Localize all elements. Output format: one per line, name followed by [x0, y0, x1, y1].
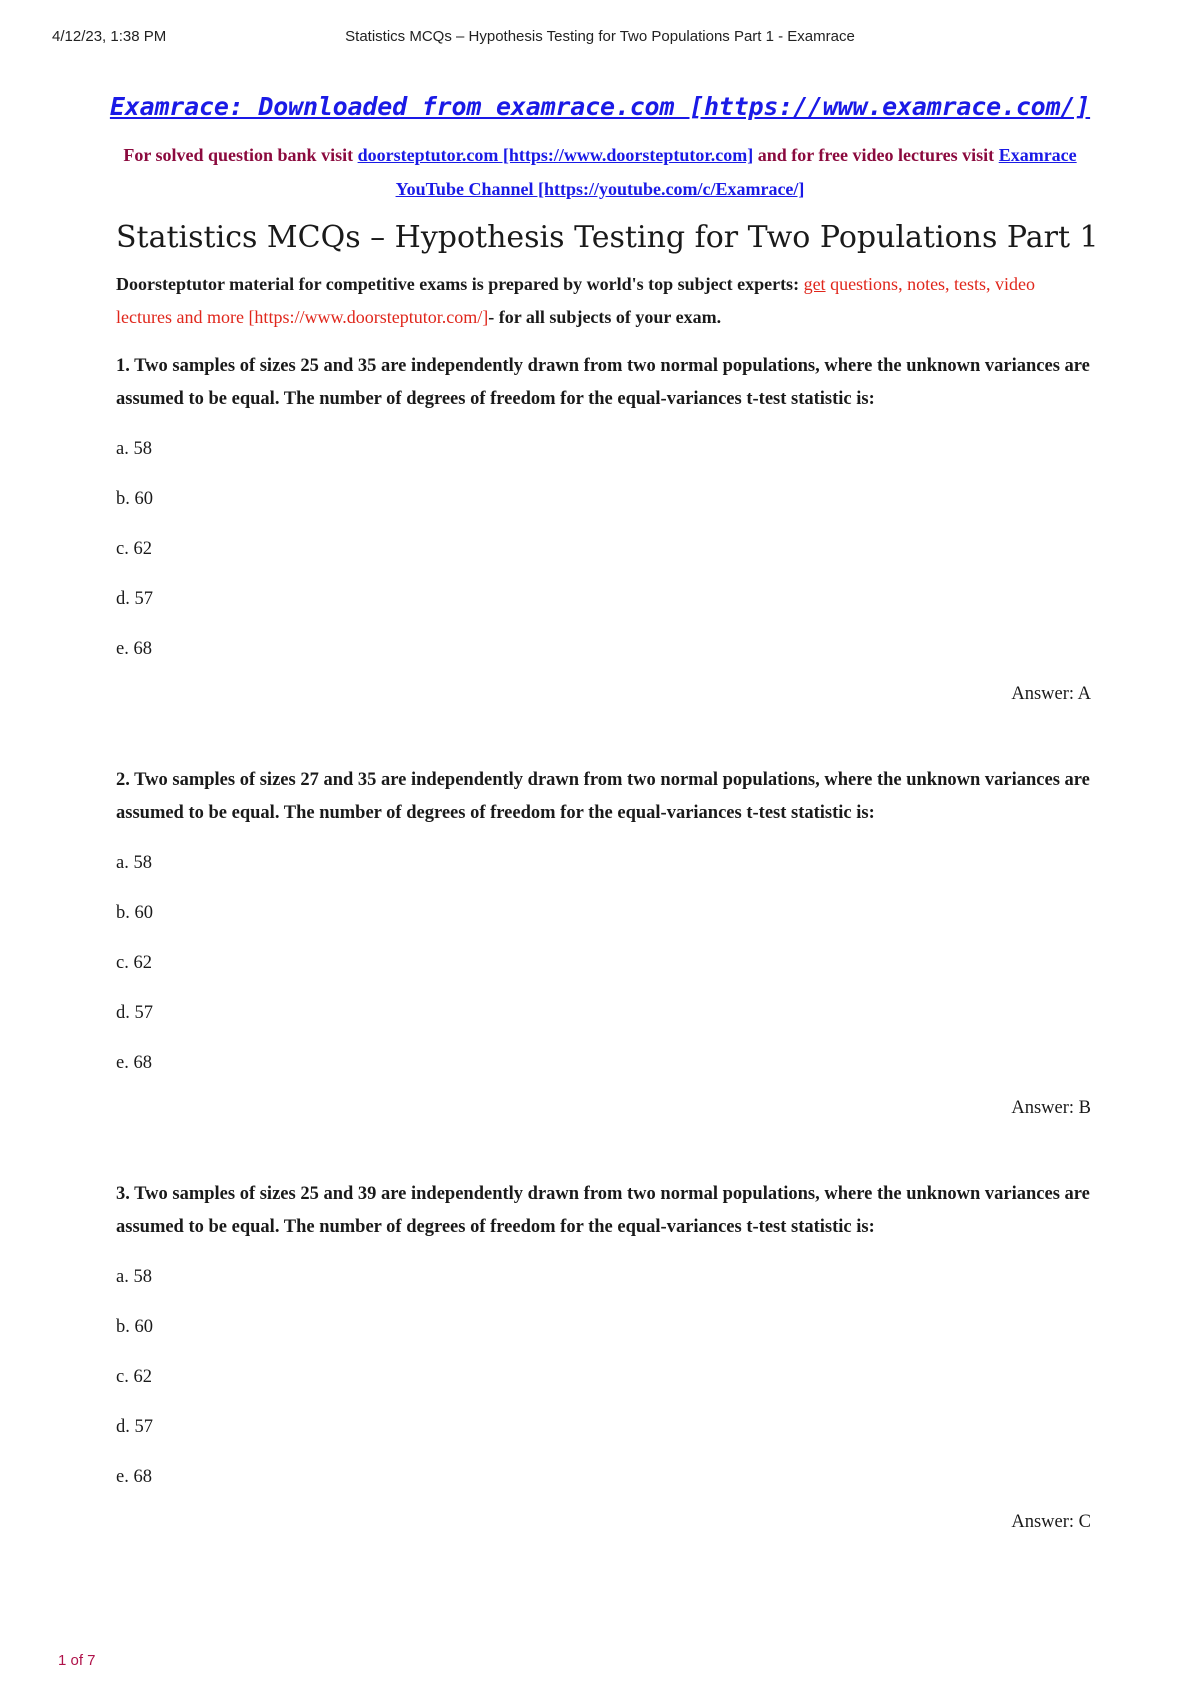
option-c: c. 62: [116, 1367, 152, 1387]
options-list: [116, 1252, 1091, 1502]
option-b: b. 60: [116, 489, 153, 509]
option-c: c. 62: [116, 539, 152, 559]
print-page-title: Statistics MCQs – Hypothesis Testing for Two Populations Part 1 - Examrace: [345, 28, 855, 45]
promo-part2: and for free video lectures visit: [753, 145, 999, 165]
question-text: 2. Two samples of sizes 27 and 35 are independently drawn from two normal populations, where the unknown variances are assumed to be equal. The number of degrees of freedom for the equal-variances t-test statistic is:: [116, 770, 1090, 823]
option-d: d. 57: [116, 1417, 153, 1437]
doorsteptutor-link[interactable]: doorsteptutor.com [https://www.doorsteptutor.com]: [357, 145, 754, 165]
question-text: 3. Two samples of sizes 25 and 39 are independently drawn from two normal populations, where the unknown variances are assumed to be equal. The number of degrees of freedom for the equal-variances t-test statistic is:: [116, 1184, 1090, 1237]
youtube-channel-link[interactable]: Examrace YouTube Channel [https://youtube.com/c/Examrace/]: [395, 145, 1077, 199]
intro-paragraph: [116, 268, 1086, 334]
option-a: a. 58: [116, 439, 152, 459]
option-c: c. 62: [116, 953, 152, 973]
promo-text: [110, 138, 1090, 206]
option-a: a. 58: [116, 1267, 152, 1287]
option-b: b. 60: [116, 903, 153, 923]
question-block: [116, 1178, 1091, 1537]
promo-part1: For solved question bank visit: [123, 145, 358, 165]
option-e: e. 68: [116, 639, 152, 659]
print-datetime: 4/12/23, 1:38 PM: [52, 28, 167, 45]
question-text: 1. Two samples of sizes 25 and 35 are independently drawn from two normal populations, where the unknown variances are assumed to be equal. The number of degrees of freedom for the equal-variances t-test statistic is:: [116, 356, 1090, 409]
option-e: e. 68: [116, 1467, 152, 1487]
question-block: [116, 764, 1091, 1123]
option-e: e. 68: [116, 1053, 152, 1073]
question-block: [116, 350, 1091, 709]
intro-tail: - for all subjects of your exam.: [488, 307, 722, 327]
examrace-banner-link[interactable]: Examrace: Downloaded from examrace.com [https://www.examrace.com/]: [109, 92, 1091, 121]
intro-link-text[interactable]: questions, notes, tests, video lectures and more [https://www.doorsteptutor.com/]: [116, 274, 1036, 327]
option-b: b. 60: [116, 1317, 153, 1337]
intro-get-link[interactable]: get: [803, 274, 826, 294]
intro-lead: Doorsteptutor material for competitive exams is prepared by world's top subject experts:: [116, 274, 804, 294]
option-a: a. 58: [116, 853, 152, 873]
options-list: [116, 838, 1091, 1088]
options-list: [116, 424, 1091, 674]
answer-label: Answer: B: [1011, 1098, 1091, 1118]
answer-label: Answer: A: [1011, 684, 1091, 704]
page-number: 1 of 7: [58, 1652, 96, 1669]
option-d: d. 57: [116, 589, 153, 609]
option-d: d. 57: [116, 1003, 153, 1023]
answer-label: Answer: C: [1011, 1512, 1091, 1532]
document-title: Statistics MCQs – Hypothesis Testing for Two Populations Part 1: [116, 220, 1099, 255]
